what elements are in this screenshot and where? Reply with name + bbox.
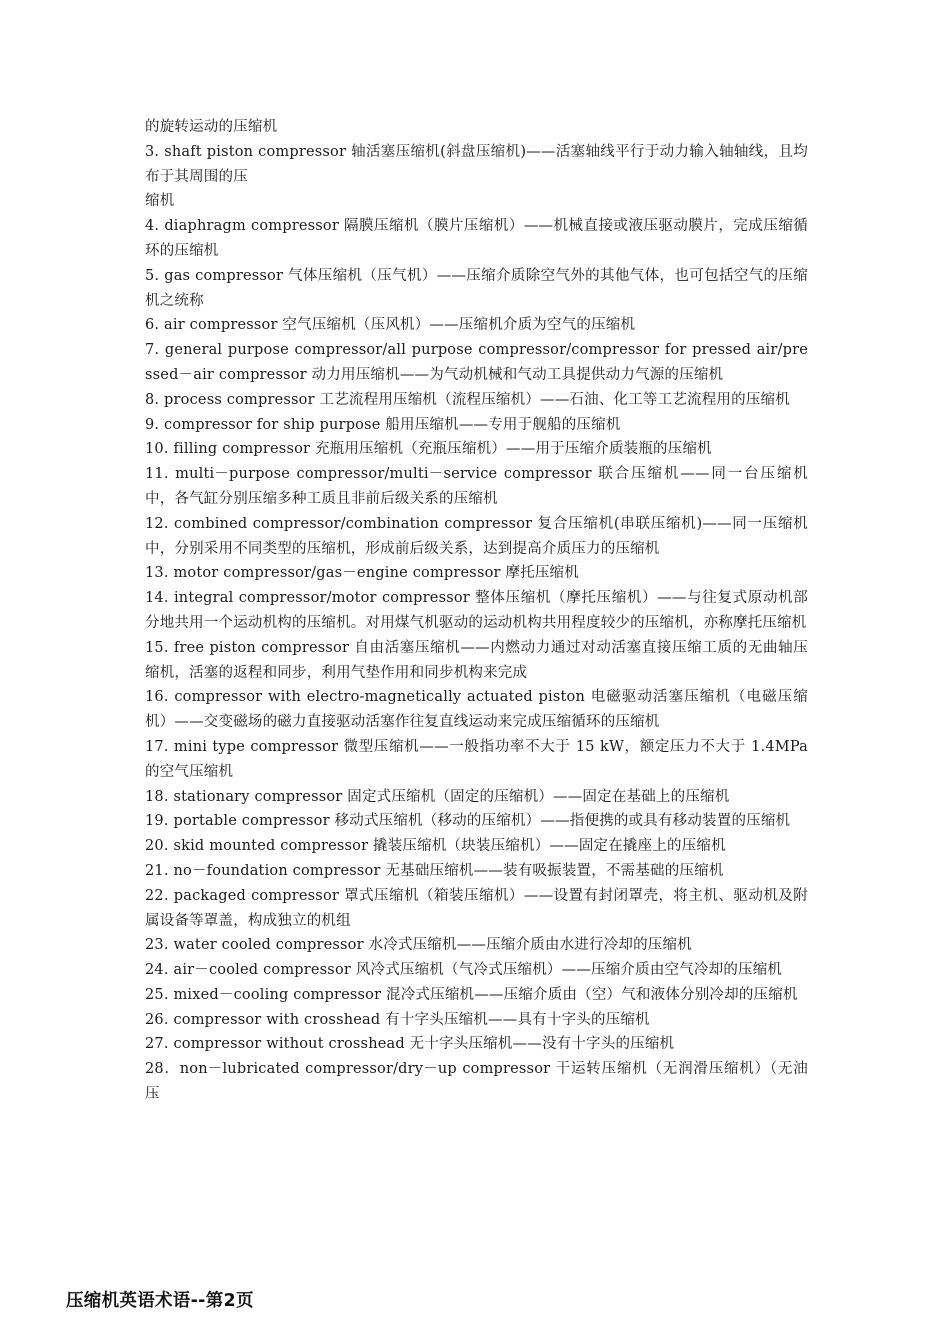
paragraph: 缩机 <box>145 193 175 210</box>
paragraph: 12. combined compressor/combination compressor 复合压缩机(串联压缩机)——同一压缩机中，分别采用不同类型的压缩机，形成前后级关系，达到提高介质压力的压缩机 <box>145 515 808 557</box>
document-body <box>145 115 808 1107</box>
paragraph: 4. diaphragm compressor 隔膜压缩机（膜片压缩机）——机械直接或液压驱动膜片，完成压缩循环的压缩机 <box>145 218 808 259</box>
paragraph: 19. portable compressor 移动式压缩机（移动的压缩机）——指便携的或具有移动装置的压缩机 <box>145 813 791 830</box>
paragraph: 28．non－lubricated compressor/dry－up compressor 干运转压缩机（无润滑压缩机）（无油压 <box>145 1061 808 1103</box>
paragraph: 3. shaft piston compressor 轴活塞压缩机(斜盘压缩机)——活塞轴线平行于动力输入轴轴线，且均布于其周围的压 <box>145 143 808 185</box>
paragraph: 24. air－cooled compressor 风冷式压缩机（气冷式压缩机）——压缩介质由空气冷却的压缩机 <box>145 962 783 979</box>
paragraph: 21. no－foundation compressor 无基础压缩机——装有吸振装置，不需基础的压缩机 <box>145 862 724 879</box>
paragraph: 17. mini type compressor 微型压缩机——一般指功率不大于 15 kW，额定压力不大于 1.4MPa 的空气压缩机 <box>145 738 808 780</box>
paragraph: 25. mixed－cooling compressor 混冷式压缩机——压缩介质由（空）气和液体分别冷却的压缩机 <box>145 986 798 1003</box>
paragraph: 23. water cooled compressor 水冷式压缩机——压缩介质由水进行冷却的压缩机 <box>145 937 692 954</box>
paragraph: 15. free piston compressor 自由活塞压缩机——内燃动力通过对动活塞直接压缩工质的无曲轴压缩机，活塞的返程和同步，利用气垫作用和同步机构来完成 <box>145 639 808 681</box>
paragraph: 10. filling compressor 充瓶用压缩机（充瓶压缩机）——用于压缩介质装瓶的压缩机 <box>145 441 712 458</box>
paragraph: 18. stationary compressor 固定式压缩机（固定的压缩机）——固定在基础上的压缩机 <box>145 788 730 805</box>
paragraph: 16. compressor with electro-magnetically actuated piston 电磁驱动活塞压缩机（电磁压缩机）——交变磁场的磁力直接驱动活塞作往复直线运动来完成压缩循环的压缩机 <box>145 689 808 731</box>
paragraph: 13. motor compressor/gas－engine compressor 摩托压缩机 <box>145 565 579 582</box>
paragraph: 6. air compressor 空气压缩机（压风机）——压缩机介质为空气的压缩机 <box>145 317 636 334</box>
paragraph: 26. compressor with crosshead 有十字头压缩机——具有十字头的压缩机 <box>145 1011 650 1028</box>
paragraph: 9. compressor for ship purpose 船用压缩机——专用于舰船的压缩机 <box>145 416 621 433</box>
paragraph: 7. general purpose compressor/all purpose compressor/compressor for pressed air/pressed－air compressor 动力用压缩机——为气动机械和气动工具提供动力气源的压缩机 <box>145 342 808 383</box>
paragraph: 27. compressor without crosshead 无十字头压缩机——没有十字头的压缩机 <box>145 1036 675 1053</box>
paragraph: 8. process compressor 工艺流程用压缩机（流程压缩机）——石油、化工等工艺流程用的压缩机 <box>145 391 790 408</box>
page-footer: 压缩机英语术语--第2页 <box>66 1291 254 1311</box>
paragraph: 14. integral compressor/motor compressor 整体压缩机（摩托压缩机）——与往复式原动机部分地共用一个运动机构的压缩机。对用煤气机驱动的运动机构共用程度较少的压缩机，亦称摩托压缩机 <box>145 590 808 631</box>
paragraph: 的旋转运动的压缩机 <box>145 119 278 135</box>
paragraph: 22. packaged compressor 罩式压缩机（箱装压缩机）——设置有封闭罩壳，将主机、驱动机及附属设备等罩盖，构成独立的机组 <box>145 887 808 929</box>
paragraph: 20. skid mounted compressor 撬装压缩机（块装压缩机）——固定在撬座上的压缩机 <box>145 838 726 855</box>
paragraph: 11. multi－purpose compressor/multi－service compressor 联合压缩机——同一台压缩机中，各气缸分别压缩多种工质且非前后级关系的压缩机 <box>145 466 808 507</box>
paragraph: 5. gas compressor 气体压缩机（压气机）——压缩介质除空气外的其他气体，也可包括空气的压缩机之统称 <box>145 267 808 309</box>
